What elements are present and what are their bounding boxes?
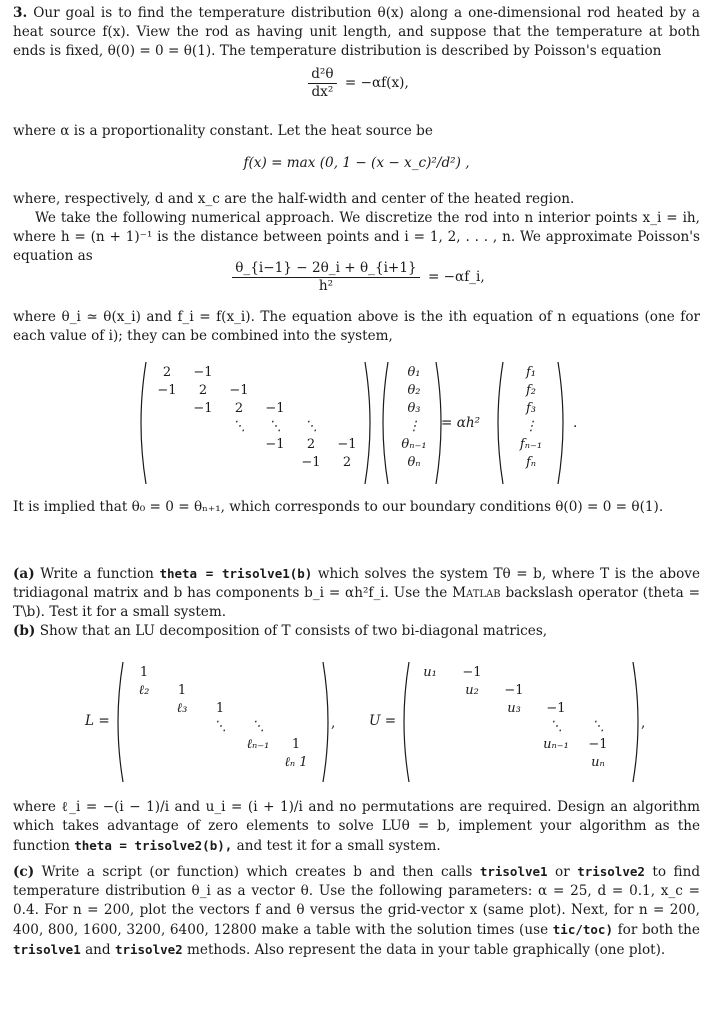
lu-matrices (13, 658, 700, 786)
part-c-text-1: Write a script (or function) which creates b and then calls (41, 864, 473, 880)
matrix-cell (239, 682, 277, 700)
matrix-row (125, 700, 315, 718)
matrix-cell (329, 418, 365, 436)
matrix-cell (493, 736, 535, 754)
matrix-cell (577, 682, 619, 700)
part-a-text-1: Write a function (40, 566, 154, 582)
matrix-cell (277, 682, 315, 700)
part-a (13, 564, 700, 641)
intro-text-5: where θ_i ≃ θ(x_i) and f_i = f(x_i). The equation above is the ith equation of n equations (one for each value of i); they can be combined into the system, (13, 309, 700, 344)
comma-2: , (641, 715, 646, 731)
matrix-cell (125, 718, 163, 736)
matrix-cell: ⋱ (268, 419, 282, 434)
part-c-code-4: trisolve1 (13, 942, 81, 957)
part-c-code-5: trisolve2 (114, 942, 183, 957)
matrix-cell: −1 (265, 437, 285, 452)
matrix-cell (149, 418, 185, 436)
vector-entry: fₙ (525, 455, 537, 470)
vector-entry: θₙ (407, 455, 421, 470)
discretized-equation (13, 260, 700, 295)
matrix-cell: 2 (234, 401, 244, 416)
part-a-label: (a) (13, 566, 35, 582)
matrix-cell (409, 754, 451, 772)
part-b-text-2: where ℓ_i = −(i − 1)/i and u_i = (i + 1)/i and no permutations are required. Design an algorithm which takes advantage of zero elements to solve LUθ = b, implement your algorithm as the function (13, 799, 700, 854)
matrix-row (149, 382, 365, 400)
matrix-row (409, 682, 619, 700)
matrix-cell (163, 736, 201, 754)
matrix-cell (201, 736, 239, 754)
part-c-code-2: trisolve2 (577, 864, 645, 879)
problem-intro (13, 4, 700, 61)
matrix-cell: 2 (162, 365, 172, 380)
disc-rhs: = −αf_i, (427, 269, 485, 285)
matrix-cell (329, 400, 365, 418)
matrix-cell (329, 364, 365, 382)
matrix-cell: ⋱ (232, 419, 246, 434)
matrix-cell (185, 454, 221, 472)
vector-entry: θ₃ (407, 401, 421, 416)
matrix-cell (125, 754, 163, 772)
matrix-cell (493, 664, 535, 682)
matrix-row (409, 664, 619, 682)
disc-denominator: h² (318, 278, 334, 294)
matrix-cell: −1 (229, 383, 249, 398)
poisson-denominator: dx² (311, 84, 334, 100)
U-label: U = (369, 713, 397, 729)
intro-text-4: We take the following numerical approach. We discretize the rod into n interior points x_i = ih, where h = (n + 1)⁻¹ is the distance between points and i = 1, 2, . . . , n. We approximate Poisson's equation as (13, 210, 700, 264)
matrix-cell (149, 400, 185, 418)
matrix-cell (185, 436, 221, 454)
matrix-cell (577, 664, 619, 682)
vector-entry: θₙ₋₁ (401, 437, 427, 452)
problem-number: 3. (13, 5, 28, 21)
matrix-cell (125, 736, 163, 754)
matrix-cell: −1 (462, 665, 482, 680)
part-b-code: theta = trisolve2(b), (74, 838, 233, 853)
matrix-cell (535, 754, 577, 772)
matrix-cell (409, 718, 451, 736)
matrix-cell: uₙ₋₁ (543, 737, 569, 752)
matrix-cell (493, 718, 535, 736)
intro-text-3: where, respectively, d and x_c are the half-width and center of the heated region. (13, 191, 575, 207)
intro-text-1: Our goal is to find the temperature distribution θ(x) along a one-dimensional rod heated by a heat source f(x). View the rod as having unit length, and suppose that the temperature at both ends is fixed, θ(0) = 0 = θ(1). The temperature distribution is described by Poisson's equation (13, 5, 700, 59)
matrix-row (409, 718, 619, 736)
vector-entry: f₂ (525, 383, 537, 398)
part-c (13, 862, 700, 960)
matrix-L (125, 664, 315, 772)
matrix-row (125, 754, 315, 772)
matrix-cell: u₃ (507, 701, 521, 716)
matrix-cell (293, 382, 329, 400)
part-c-text-3: for both the (617, 922, 700, 938)
matrix-row (149, 400, 365, 418)
matrix-cell (451, 718, 493, 736)
matrix-cell: ⋱ (304, 419, 318, 434)
tridiagonal-system (13, 358, 700, 488)
matrix-cell: ℓ₂ (138, 683, 150, 698)
matrix-cell: 1 (177, 683, 187, 698)
matrix-cell (163, 664, 201, 682)
matrix-row (125, 736, 315, 754)
vector-entry: θ₂ (407, 383, 421, 398)
matrix-cell: ⋱ (251, 719, 265, 734)
matrix-cell (277, 700, 315, 718)
matrix-cell (201, 664, 239, 682)
part-b-text-3: and test it for a small system. (236, 838, 441, 854)
matrix-row (149, 418, 365, 436)
comma-1: , (331, 715, 336, 731)
L-label: L = (85, 713, 110, 729)
matrix-cell (535, 664, 577, 682)
matrix-cell: u₂ (465, 683, 479, 698)
matrix-cell (409, 736, 451, 754)
part-c-text-2: to find temperature distribution θ_i as a vector θ. Use the following parameters: α = 25, d = 0.1, x_c = 0.4. For n = 200, plot the vectors f and θ versus the grid-vector x (same plot). Next, for n = 200, 400, 800, 1600, 3200, 6400, 12800 make a table with the solution times (use (13, 864, 701, 938)
part-b-label: (b) (13, 623, 36, 639)
vector-entry: ⋮ (407, 419, 421, 434)
vector-entry: ⋮ (524, 419, 538, 434)
intro-text-6: It is implied that θ₀ = 0 = θₙ₊₁, which corresponds to our boundary conditions θ(0) = 0 = θ(1). (13, 499, 664, 515)
matrix-row (149, 436, 365, 454)
matrix-cell (221, 454, 257, 472)
part-c-code-3: tic/toc) (552, 922, 613, 937)
part-b-continued (13, 798, 700, 856)
matrix-cell: −1 (193, 401, 213, 416)
poisson-numerator: d²θ (308, 66, 336, 84)
intro-text-2: where α is a proportionality constant. Let the heat source be (13, 123, 433, 139)
matrix-row (409, 700, 619, 718)
poisson-rhs: = −αf(x), (344, 75, 409, 91)
part-c-or: or (555, 864, 570, 880)
part-a-matlab: Matlab (452, 585, 501, 601)
part-a-code-2: (theta = T\b). (13, 585, 700, 620)
part-b-text: Show that an LU decomposition of T consists of two bi-diagonal matrices, (39, 623, 548, 639)
matrix-cell: 2 (306, 437, 316, 452)
matrix-cell: uₙ (591, 755, 605, 770)
matrix-cell (451, 700, 493, 718)
matrix-cell (163, 754, 201, 772)
vector-entry: f₁ (525, 365, 537, 380)
part-c-label: (c) (13, 864, 35, 880)
matrix-cell: −1 (337, 437, 357, 452)
matrix-cell (329, 382, 365, 400)
theta-vector (391, 364, 437, 472)
heat-source-equation: f(x) = max (0, 1 − (x − x_c)²/d²) , (243, 155, 470, 171)
matrix-cell (239, 754, 277, 772)
matrix-cell: −1 (193, 365, 213, 380)
matrix-cell: −1 (301, 455, 321, 470)
matrix-cell: ⋱ (549, 719, 563, 734)
matrix-cell (293, 400, 329, 418)
matrix-cell (493, 754, 535, 772)
matrix-row (149, 454, 365, 472)
matrix-cell: ℓₙ₋₁ (246, 737, 270, 752)
part-a-code-1: theta = trisolve1(b) (159, 566, 313, 581)
f-vector (508, 364, 554, 472)
matrix-cell (451, 754, 493, 772)
matrix-row (149, 364, 365, 382)
matrix-cell: −1 (588, 737, 608, 752)
matrix-cell (577, 700, 619, 718)
part-c-code-1: trisolve1 (479, 864, 548, 879)
matrix-cell (201, 754, 239, 772)
matrix-cell: −1 (265, 401, 285, 416)
matrix-cell (257, 382, 293, 400)
part-a-text-2: which solves the system Tθ = b, where T is the above tridiagonal matrix and b has components b_i = αh²f_i. Use the (13, 566, 701, 601)
matrix-cell (293, 364, 329, 382)
system-equals: = αh² (441, 415, 481, 431)
matrix-cell (409, 682, 451, 700)
matrix-cell (125, 700, 163, 718)
matrix-cell (239, 664, 277, 682)
matrix-row (409, 754, 619, 772)
vector-entry: fₙ₋₁ (519, 437, 543, 452)
matrix-cell (239, 700, 277, 718)
matrix-cell: −1 (546, 701, 566, 716)
matrix-cell (409, 700, 451, 718)
vector-entry: θ₁ (407, 365, 421, 380)
matrix-cell: 2 (198, 383, 208, 398)
part-a-text-3: backslash operator (505, 585, 638, 601)
matrix-T (149, 364, 365, 472)
matrix-cell (257, 454, 293, 472)
poisson-equation (13, 66, 700, 101)
matrix-cell: −1 (504, 683, 524, 698)
matrix-U (409, 664, 619, 772)
matrix-cell: 2 (342, 455, 352, 470)
matrix-row (125, 682, 315, 700)
matrix-cell: ℓ₃ (176, 701, 188, 716)
matrix-cell: 1 (215, 701, 225, 716)
matrix-row (125, 718, 315, 736)
matrix-cell (257, 364, 293, 382)
matrix-cell (221, 364, 257, 382)
matrix-cell: u₁ (423, 665, 437, 680)
matrix-cell (163, 718, 201, 736)
matrix-cell (535, 682, 577, 700)
period: . (573, 415, 578, 431)
matrix-cell (185, 418, 221, 436)
matrix-cell: ⋱ (213, 719, 227, 734)
matrix-cell (451, 736, 493, 754)
matrix-cell (201, 682, 239, 700)
matrix-cell: ℓₙ 1 (284, 755, 308, 770)
matrix-cell (277, 718, 315, 736)
matrix-cell (221, 436, 257, 454)
matrix-cell: 1 (139, 665, 149, 680)
matrix-cell: ⋱ (591, 719, 605, 734)
matrix-cell (149, 454, 185, 472)
matrix-cell (149, 436, 185, 454)
part-c-and: and (85, 942, 111, 958)
part-c-text-4: methods. Also represent the data in your table graphically (one plot). (187, 942, 666, 958)
matrix-cell: −1 (157, 383, 177, 398)
vector-entry: f₃ (525, 401, 537, 416)
matrix-row (409, 736, 619, 754)
matrix-row (125, 664, 315, 682)
matrix-cell (277, 664, 315, 682)
disc-numerator: θ_{i−1} − 2θ_i + θ_{i+1} (232, 260, 419, 278)
matrix-cell: 1 (291, 737, 301, 752)
part-a-text-4: Test it for a small system. (49, 604, 227, 620)
